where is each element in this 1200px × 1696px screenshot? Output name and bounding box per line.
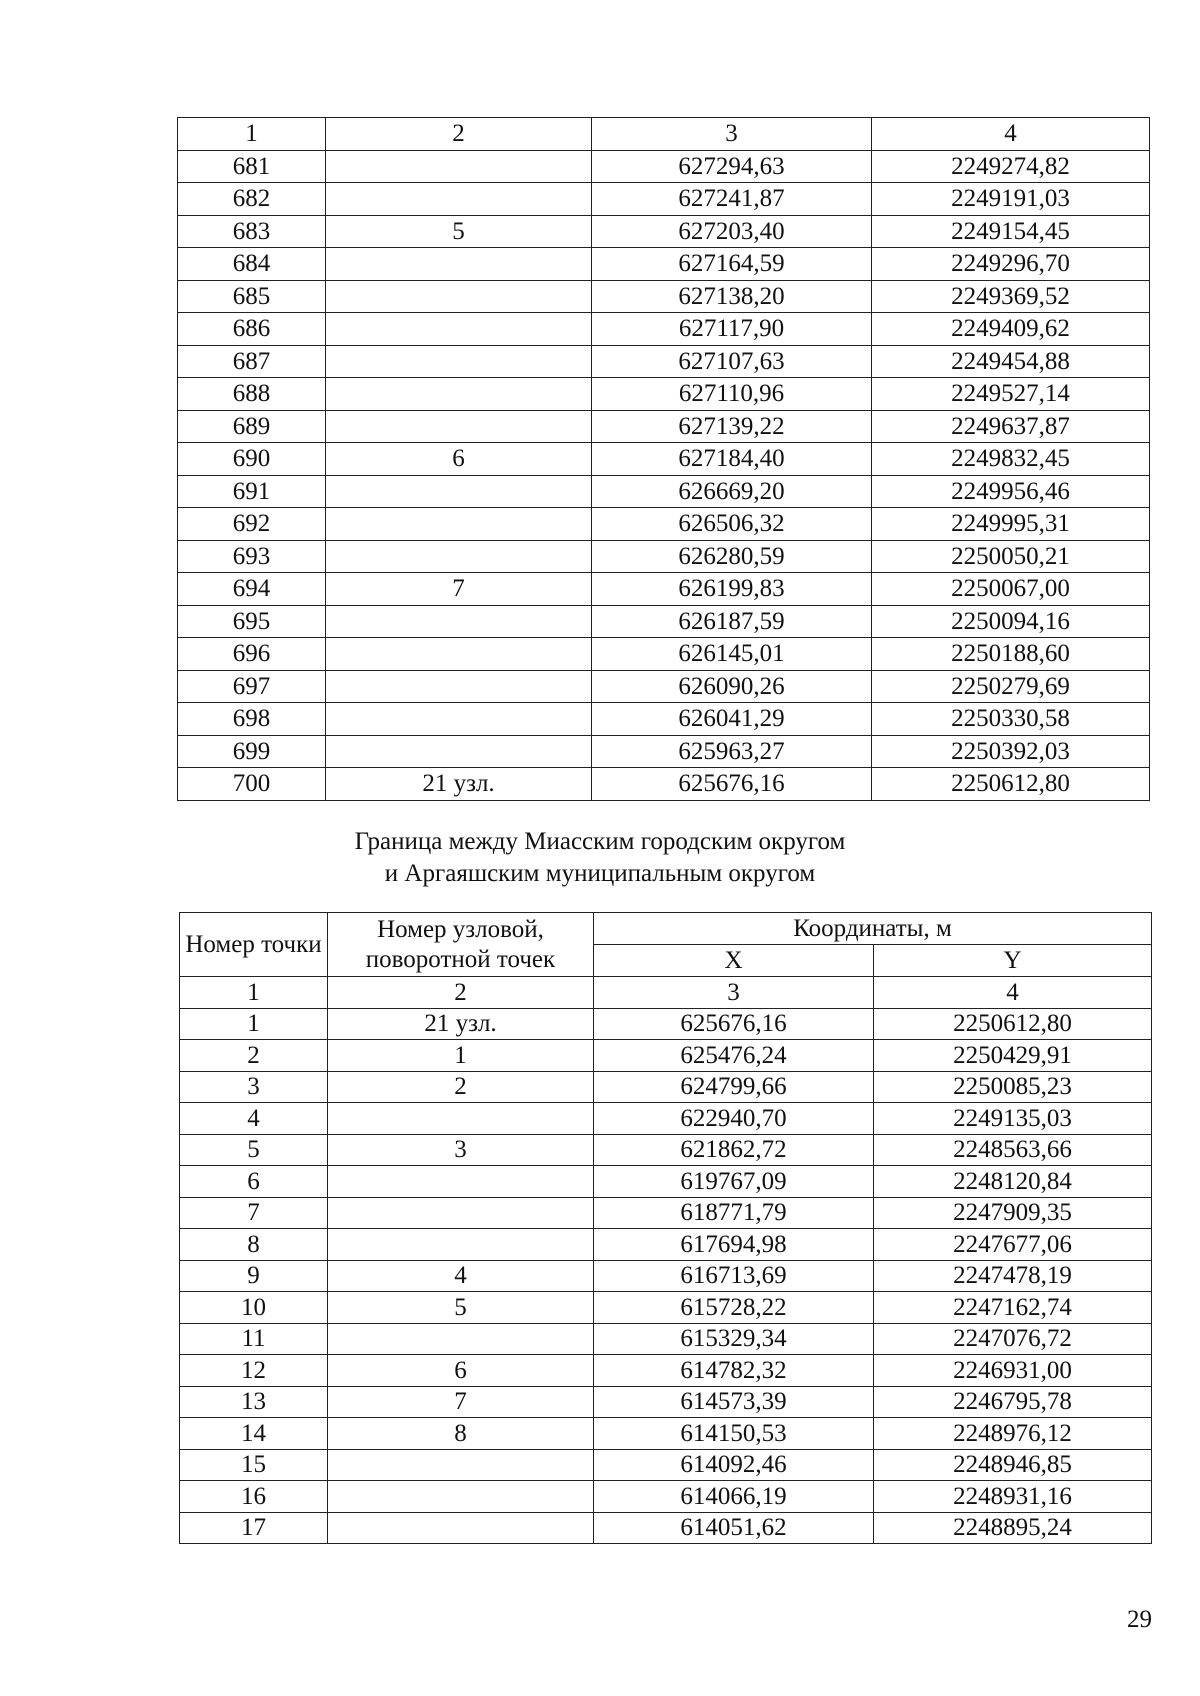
y-coordinate-cell: 2249995,31 [872,508,1150,541]
y-coordinate-cell: 2249296,70 [872,248,1150,281]
y-coordinate-cell: 2249637,87 [872,410,1150,443]
point-number-cell: 682 [178,183,326,216]
y-coordinate-cell: 2248120,84 [874,1166,1152,1198]
point-number-cell: 16 [180,1481,328,1513]
table-row [178,735,1150,768]
y-coordinate-cell: 2250612,80 [872,768,1150,801]
point-number-cell: 696 [178,638,326,671]
table-row [180,1386,1152,1418]
point-number-cell: 693 [178,540,326,573]
column-number-cell: 1 [178,118,326,151]
y-coordinate-cell: 2249409,62 [872,313,1150,346]
node-number-cell: 8 [328,1418,594,1450]
y-coordinate-cell: 2248946,85 [874,1449,1152,1481]
table-row [180,1166,1152,1198]
x-coordinate-cell: 618771,79 [594,1197,874,1229]
y-coordinate-cell: 2249191,03 [872,183,1150,216]
node-number-cell [326,735,592,768]
point-number-cell: 15 [180,1449,328,1481]
x-coordinate-cell: 625676,16 [594,1008,874,1040]
node-number-cell [328,1449,594,1481]
table-row [178,183,1150,216]
x-coordinate-cell: 626090,26 [592,670,872,703]
node-number-cell: 21 узл. [328,1008,594,1040]
y-coordinate-cell: 2249956,46 [872,475,1150,508]
table-row [180,1481,1152,1513]
table-row [180,1040,1152,1072]
point-number-cell: 685 [178,280,326,313]
point-number-cell: 688 [178,378,326,411]
node-number-cell: 4 [328,1260,594,1292]
point-number-cell: 695 [178,605,326,638]
table-row [178,508,1150,541]
coordinates-header: Координаты, м [594,913,1152,945]
node-number-cell [326,540,592,573]
table-row [178,540,1150,573]
node-number-cell [326,410,592,443]
point-number-cell: 13 [180,1386,328,1418]
x-coordinate-cell: 627164,59 [592,248,872,281]
table-row [178,638,1150,671]
point-number-cell: 690 [178,443,326,476]
x-coordinate-cell: 619767,09 [594,1166,874,1198]
x-coordinate-cell: 626280,59 [592,540,872,573]
table-row [178,703,1150,736]
x-coordinate-cell: 626199,83 [592,573,872,606]
table-row [178,605,1150,638]
section-caption-line-1: Граница между Миасским городским округом [354,828,846,855]
node-number-cell: 7 [326,573,592,606]
x-coordinate-cell: 627241,87 [592,183,872,216]
x-coordinate-cell: 614092,46 [594,1449,874,1481]
point-number-cell: 699 [178,735,326,768]
column-number-cell: 3 [592,118,872,151]
x-coordinate-cell: 626145,01 [592,638,872,671]
y-coordinate-cell: 2248931,16 [874,1481,1152,1513]
column-number-cell: 4 [874,977,1152,1009]
y-coordinate-cell: 2249369,52 [872,280,1150,313]
x-coordinate-cell: 626187,59 [592,605,872,638]
table-row [180,1071,1152,1103]
node-number-cell [326,280,592,313]
y-coordinate-cell: 2247162,74 [874,1292,1152,1324]
y-coordinate-cell: 2247909,35 [874,1197,1152,1229]
point-number-cell: 7 [180,1197,328,1229]
node-number-cell: 1 [328,1040,594,1072]
x-coordinate-cell: 627107,63 [592,345,872,378]
table-row [180,1260,1152,1292]
point-number-cell: 700 [178,768,326,801]
point-number-cell: 9 [180,1260,328,1292]
node-number-cell [326,150,592,183]
y-coordinate-cell: 2246795,78 [874,1386,1152,1418]
y-coordinate-cell: 2250188,60 [872,638,1150,671]
x-coordinate-cell: 621862,72 [594,1134,874,1166]
node-number-cell: 6 [328,1355,594,1387]
node-number-cell [328,1323,594,1355]
node-number-cell [326,248,592,281]
node-number-cell [328,1103,594,1135]
node-number-cell [326,313,592,346]
x-coordinate-cell: 622940,70 [594,1103,874,1135]
section-caption-line-2: и Аргаяшским муниципальным округом [384,860,816,887]
y-coordinate-cell: 2249527,14 [872,378,1150,411]
x-coordinate-cell: 626506,32 [592,508,872,541]
x-coordinate-cell: 614066,19 [594,1481,874,1513]
table-row [180,1418,1152,1450]
table-row [178,573,1150,606]
y-coordinate-cell: 2247076,72 [874,1323,1152,1355]
point-number-cell: 11 [180,1323,328,1355]
node-number-cell: 7 [328,1386,594,1418]
point-number-cell: 6 [180,1166,328,1198]
x-coordinate-cell: 625676,16 [592,768,872,801]
point-number-cell: 1 [180,1008,328,1040]
y-coordinate-cell: 2249274,82 [872,150,1150,183]
x-coordinate-cell: 627184,40 [592,443,872,476]
point-number-cell: 14 [180,1418,328,1450]
table-row [180,1323,1152,1355]
x-coordinate-cell: 627117,90 [592,313,872,346]
node-number-cell [326,703,592,736]
point-number-cell: 698 [178,703,326,736]
table-row [178,280,1150,313]
point-number-cell: 697 [178,670,326,703]
table-row [180,1197,1152,1229]
point-number-cell: 3 [180,1071,328,1103]
y-coordinate-cell: 2246931,00 [874,1355,1152,1387]
y-coordinate-cell: 2250067,00 [872,573,1150,606]
table-row [178,768,1150,801]
x-coordinate-cell: 627138,20 [592,280,872,313]
table-header-row [180,913,1152,945]
point-number-cell: 12 [180,1355,328,1387]
table-row [178,670,1150,703]
column-numbering-row [178,118,1150,151]
y-coordinate-cell: 2249832,45 [872,443,1150,476]
boundary-coordinates-table [179,912,1152,1544]
column-number-cell: 4 [872,118,1150,151]
node-number-cell: 5 [328,1292,594,1324]
table-row [178,248,1150,281]
column-numbering-row [180,977,1152,1009]
x-coordinate-cell: 627110,96 [592,378,872,411]
table-row [180,1355,1152,1387]
column-number-cell: 3 [594,977,874,1009]
column-number-cell: 1 [180,977,328,1009]
x-coordinate-cell: 615728,22 [594,1292,874,1324]
x-coordinate-cell: 627294,63 [592,150,872,183]
point-number-cell: 5 [180,1134,328,1166]
y-coordinate-cell: 2250429,91 [874,1040,1152,1072]
point-number-cell: 686 [178,313,326,346]
y-coordinate-cell: 2248563,66 [874,1134,1152,1166]
node-number-cell: 3 [328,1134,594,1166]
y-coordinate-cell: 2247478,19 [874,1260,1152,1292]
table-row [180,1103,1152,1135]
coordinates-table-continued [177,117,1150,801]
x-coordinate-cell: 614573,39 [594,1386,874,1418]
x-coordinate-cell: 627139,22 [592,410,872,443]
node-number-cell [326,670,592,703]
table-row [180,1449,1152,1481]
point-number-cell: 684 [178,248,326,281]
table-row [180,1008,1152,1040]
point-number-header: Номер точки [180,913,328,977]
point-number-cell: 692 [178,508,326,541]
table-row [180,1512,1152,1544]
x-coordinate-cell: 614051,62 [594,1512,874,1544]
x-coordinate-cell: 625476,24 [594,1040,874,1072]
point-number-cell: 691 [178,475,326,508]
table-row [178,345,1150,378]
table-row [178,378,1150,411]
x-coordinate-cell: 616713,69 [594,1260,874,1292]
point-number-cell: 8 [180,1229,328,1261]
y-coordinate-cell: 2250094,16 [872,605,1150,638]
y-coordinate-cell: 2247677,06 [874,1229,1152,1261]
node-number-cell [326,378,592,411]
table-row [178,410,1150,443]
y-coordinate-cell: 2249454,88 [872,345,1150,378]
y-coordinate-cell: 2250392,03 [872,735,1150,768]
column-number-cell: 2 [328,977,594,1009]
point-number-cell: 694 [178,573,326,606]
node-number-cell [328,1512,594,1544]
table-row [180,1134,1152,1166]
y-coordinate-cell: 2250050,21 [872,540,1150,573]
column-number-cell: 2 [326,118,592,151]
x-coordinate-cell: 625963,27 [592,735,872,768]
point-number-cell: 689 [178,410,326,443]
x-coordinate-cell: 626041,29 [592,703,872,736]
x-coordinate-cell: 624799,66 [594,1071,874,1103]
y-coordinate-cell: 2249135,03 [874,1103,1152,1135]
point-number-cell: 4 [180,1103,328,1135]
table-row [178,443,1150,476]
node-number-cell: 6 [326,443,592,476]
y-coordinate-cell: 2250085,23 [874,1071,1152,1103]
y-coordinate-cell: 2250330,58 [872,703,1150,736]
node-number-cell [328,1229,594,1261]
boundary-coordinates-table-body [180,913,1152,1544]
table-row [178,313,1150,346]
point-number-cell: 681 [178,150,326,183]
y-coordinate-cell: 2248895,24 [874,1512,1152,1544]
table-row [180,1292,1152,1324]
node-number-cell [328,1481,594,1513]
node-number-cell [326,475,592,508]
point-number-cell: 10 [180,1292,328,1324]
y-coordinate-header: Y [874,945,1152,977]
node-number-cell [326,638,592,671]
x-coordinate-cell: 614782,32 [594,1355,874,1387]
point-number-cell: 687 [178,345,326,378]
point-number-cell: 2 [180,1040,328,1072]
node-number-cell [328,1166,594,1198]
table-row [178,475,1150,508]
x-coordinate-cell: 617694,98 [594,1229,874,1261]
table-row [178,215,1150,248]
node-number-cell [328,1197,594,1229]
x-coordinate-cell: 626669,20 [592,475,872,508]
point-number-cell: 683 [178,215,326,248]
node-number-cell: 5 [326,215,592,248]
x-coordinate-header: X [594,945,874,977]
y-coordinate-cell: 2250279,69 [872,670,1150,703]
y-coordinate-cell: 2250612,80 [874,1008,1152,1040]
page-number: 29 [1127,1606,1152,1633]
node-number-cell [326,605,592,638]
table-row [180,1229,1152,1261]
coordinates-table-continued-body [178,118,1150,801]
x-coordinate-cell: 627203,40 [592,215,872,248]
point-number-cell: 17 [180,1512,328,1544]
node-number-cell: 21 узл. [326,768,592,801]
node-number-cell [326,183,592,216]
section-caption [0,826,1200,890]
x-coordinate-cell: 614150,53 [594,1418,874,1450]
node-number-header: Номер узловой, поворотной точек [328,913,594,977]
y-coordinate-cell: 2248976,12 [874,1418,1152,1450]
node-number-cell [326,508,592,541]
node-number-cell [326,345,592,378]
y-coordinate-cell: 2249154,45 [872,215,1150,248]
node-number-cell: 2 [328,1071,594,1103]
x-coordinate-cell: 615329,34 [594,1323,874,1355]
table-row [178,150,1150,183]
